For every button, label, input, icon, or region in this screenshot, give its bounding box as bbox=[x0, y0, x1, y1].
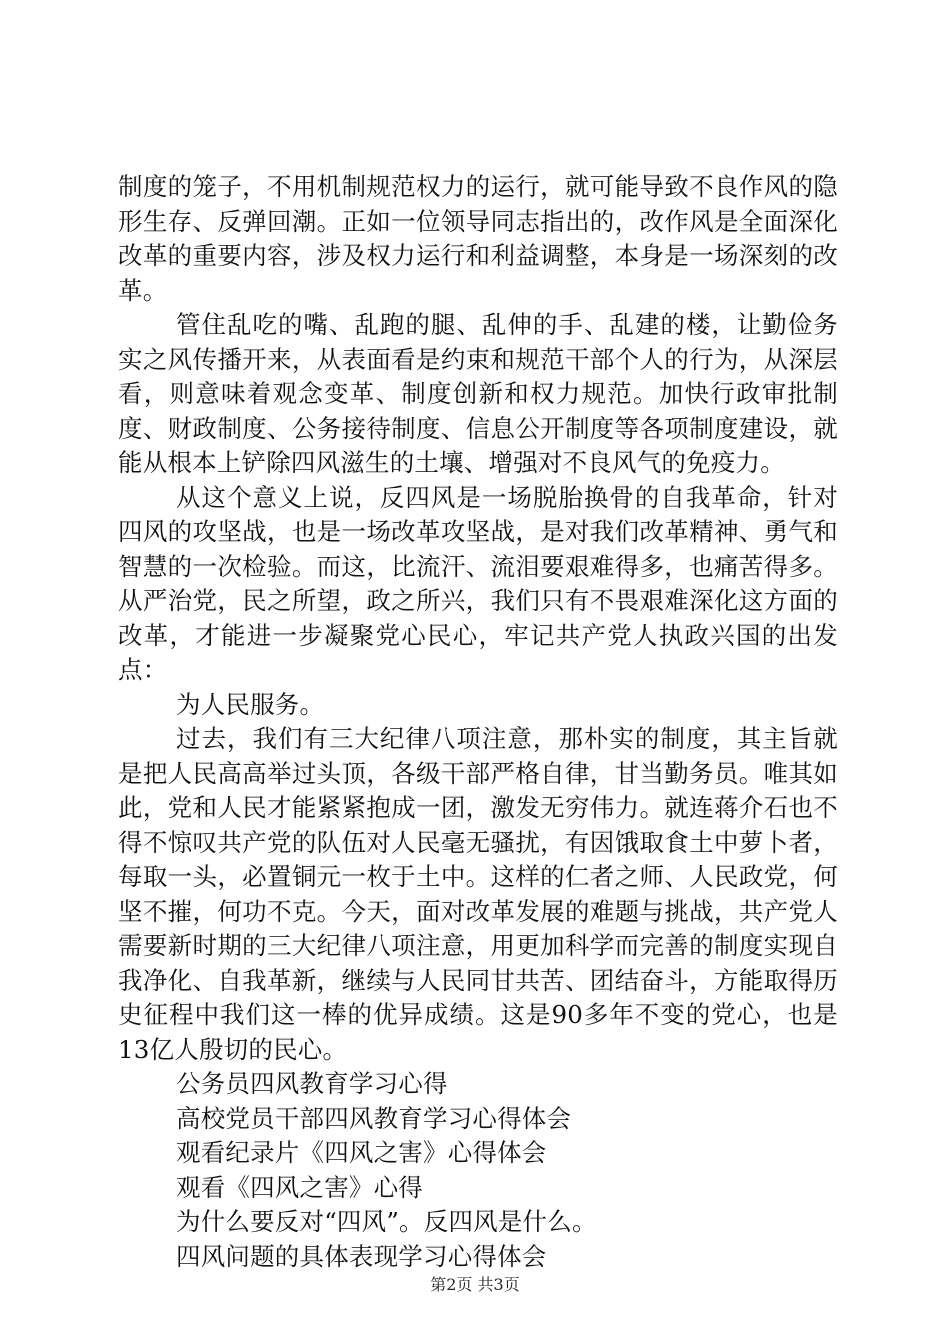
document-body bbox=[118, 170, 838, 1274]
related-title-4: 观看《四风之害》心得 bbox=[176, 1172, 423, 1202]
paragraph-4: 为人民服务。 bbox=[176, 689, 325, 719]
paragraph-3: 从这个意义上说，反四风是一场脱胎换骨的自我革命，针对四风的攻坚战，也是一场改革攻坚战，是对我们改革精神、勇气和智慧的一次检验。而这，比流汗、流泪要艰难得多，也痛苦得多。从严治党，民之所望，政之所兴，我们只有不畏艰难深化这方面的改革，才能进一步凝聚党心民心，牢记共产党人执政兴国的出发点： bbox=[118, 482, 838, 684]
paragraph-2: 管住乱吃的嘴、乱跑的腿、乱伸的手、乱建的楼，让勤俭务实之风传播开来，从表面看是约束和规范干部个人的行为，从深层看，则意味着观念变革、制度创新和权力规范。加快行政审批制度、财政制度、公务接待制度、信息公开制度等各项制度建设，就能从根本上铲除四风滋生的土壤、增强对不良风气的免疫力。 bbox=[118, 310, 838, 477]
related-title-5: 为什么要反对“四风”。反四风是什么。 bbox=[176, 1207, 597, 1236]
related-title-2: 高校党员干部四风教育学习心得体会 bbox=[176, 1103, 572, 1133]
related-title-6: 四风问题的具体表现学习心得体会 bbox=[176, 1241, 547, 1271]
related-title-3: 观看纪录片《四风之害》心得体会 bbox=[176, 1138, 547, 1167]
paragraph-5: 过去，我们有三大纪律八项注意，那朴实的制度，其主旨就是把人民高高举过头顶，各级干部严格自律，甘当勤务员。唯其如此，党和人民才能紧紧抱成一团，激发无穷伟力。就连蒋介石也不得不惊叹共产党的队伍对人民毫无骚扰，有因饿取食土中萝卜者，每取一头，必置铜元一枚于土中。这样的仁者之师、人民政党，何坚不摧，何功不克。今天，面对改革发展的难题与挑战，共产党人需要新时期的三大纪律八项注意，用更加科学而完善的制度实现自我净化、自我革新，继续与人民同甘共苦、团结奋斗，方能取得历史征程中我们这一棒的优异成绩。这是90多年不变的党心，也是13亿人殷切的民心。 bbox=[118, 724, 838, 1064]
related-title-1: 公务员四风教育学习心得 bbox=[176, 1069, 448, 1098]
paragraph-continuation: 制度的笼子，不用机制规范权力的运行，就可能导致不良作风的隐形生存、反弹回潮。正如一位领导同志指出的，改作风是全面深化改革的重要内容，涉及权力运行和利益调整，本身是一场深刻的改革。 bbox=[118, 172, 838, 305]
page-number-footer: 第2页 共3页 bbox=[430, 1275, 520, 1294]
